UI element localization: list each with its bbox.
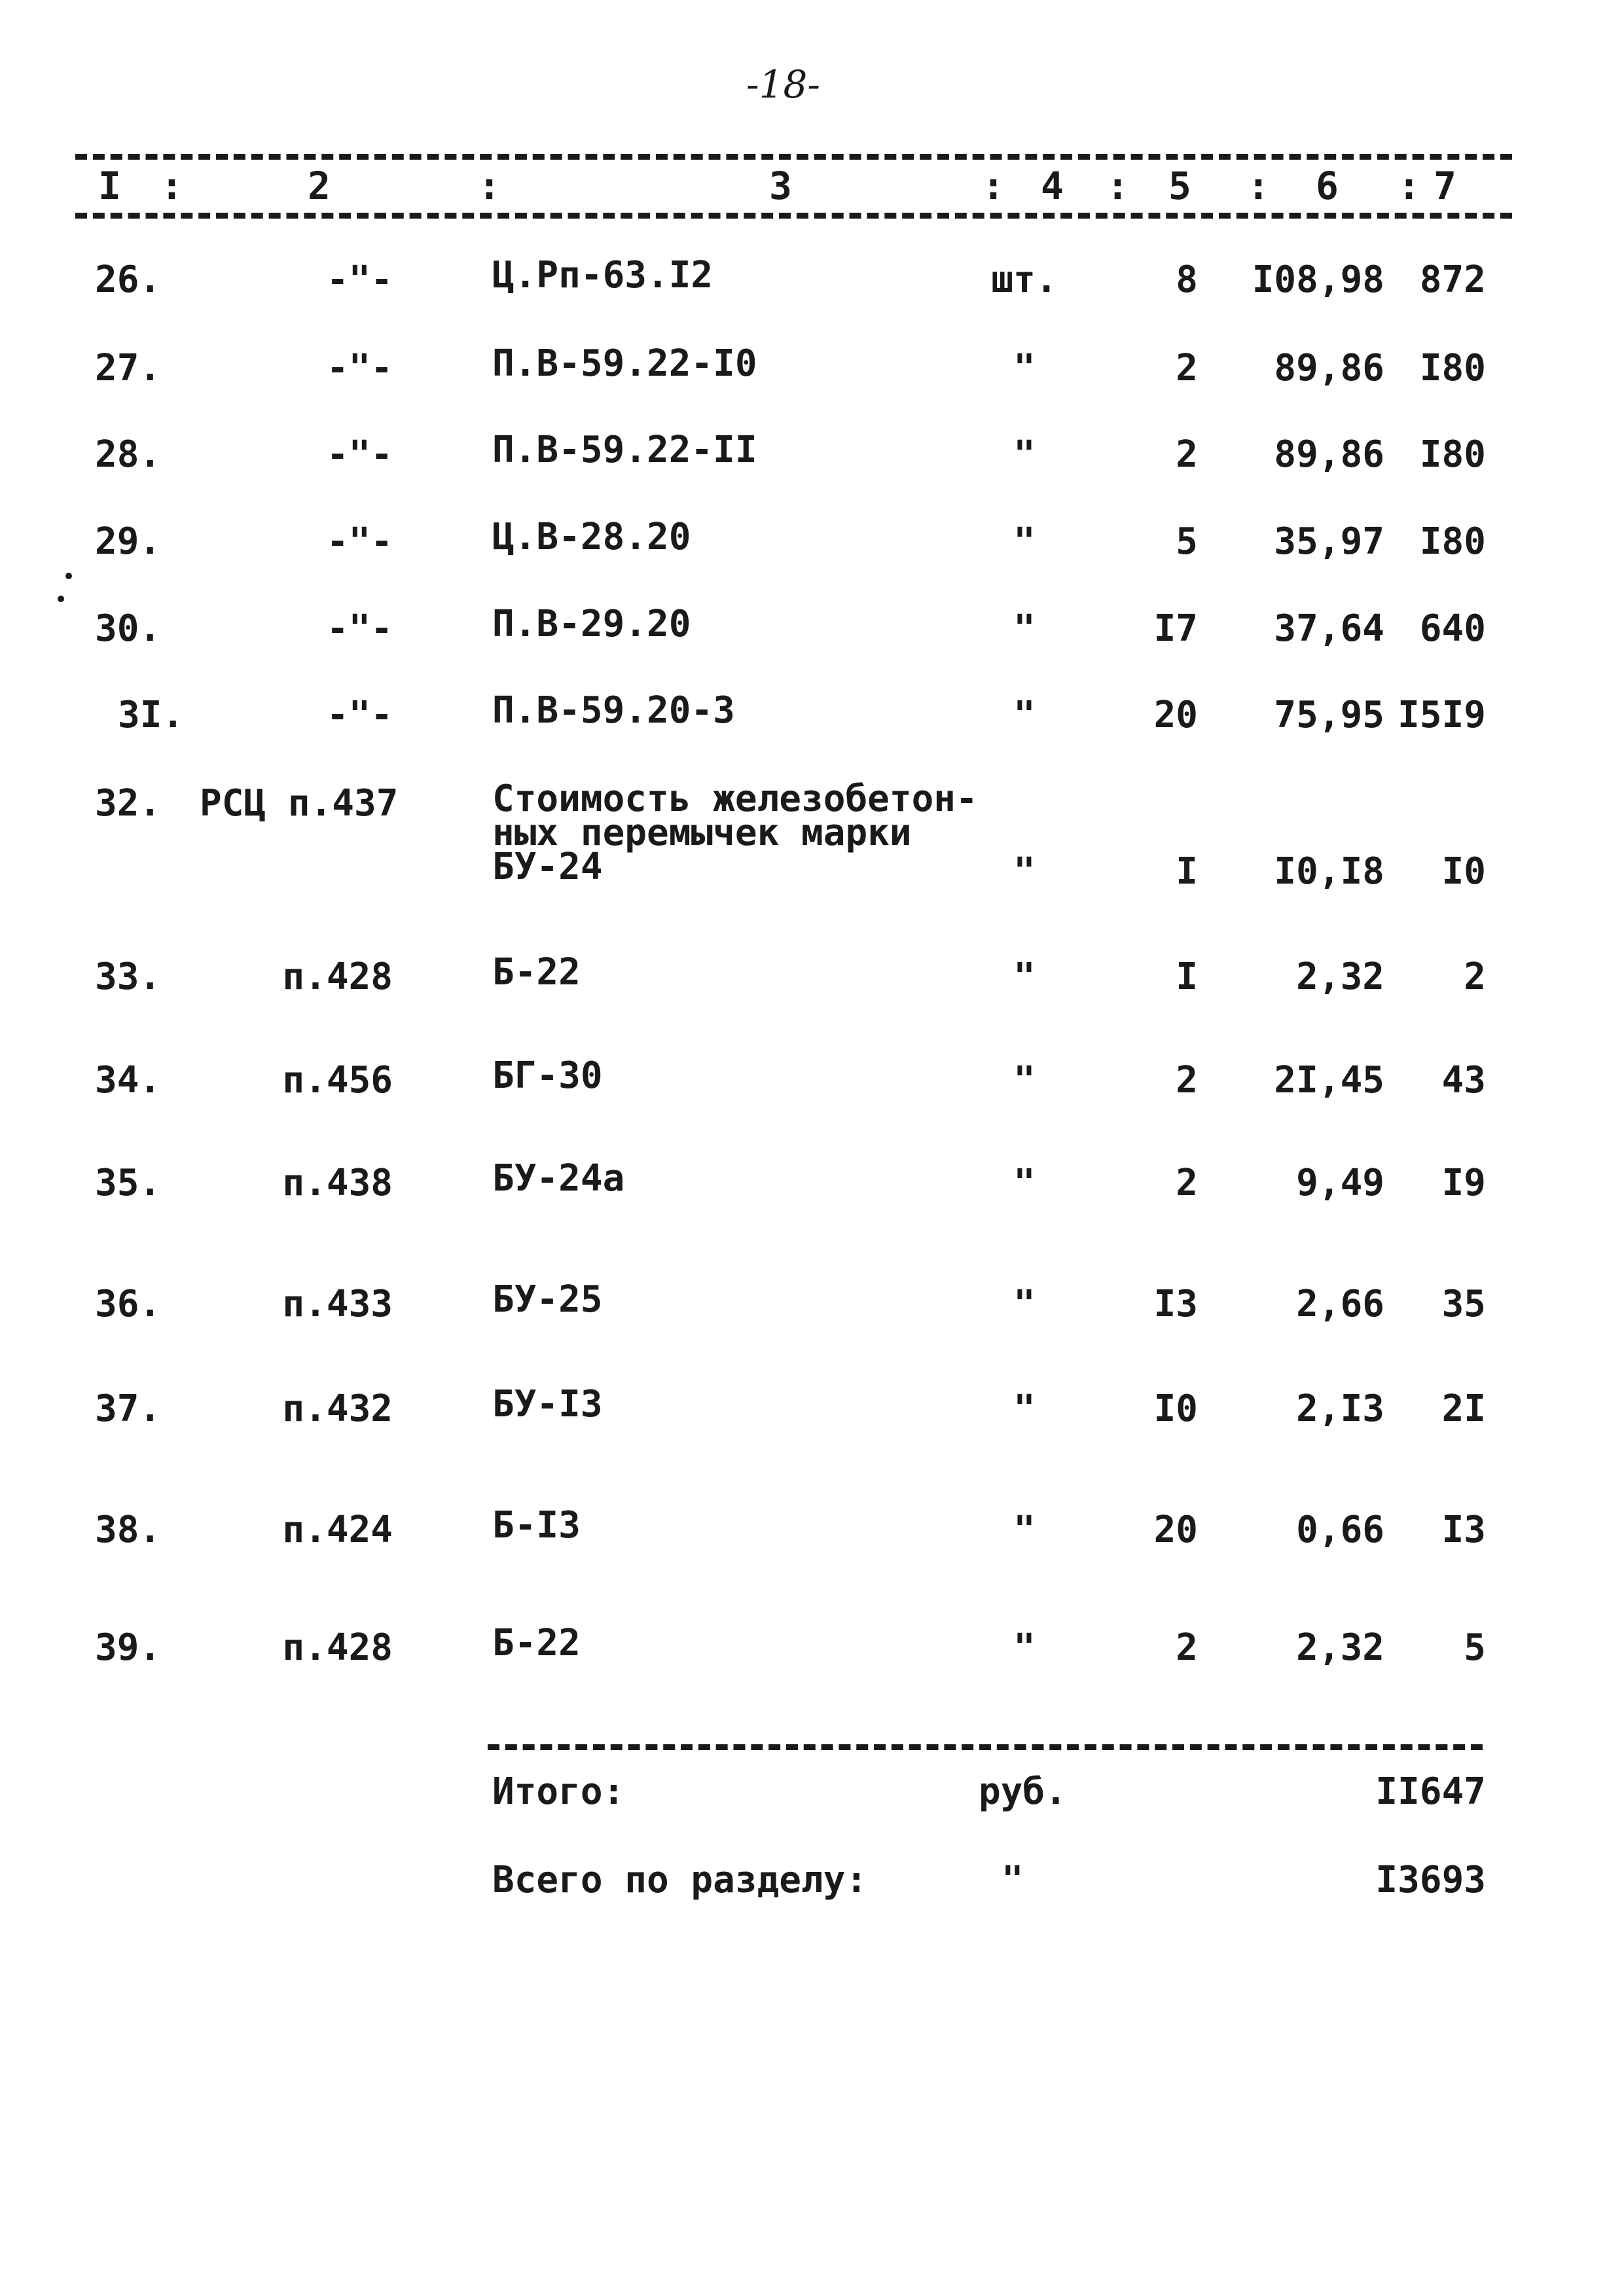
row-price: 75,95 bbox=[1274, 694, 1384, 736]
row-number: 3I. bbox=[118, 694, 185, 736]
section-total-unit: " bbox=[1001, 1859, 1024, 1901]
row-price: 9,49 bbox=[1296, 1162, 1384, 1204]
row-unit: " bbox=[1013, 850, 1036, 893]
row-unit: " bbox=[1013, 520, 1036, 563]
row-reference: п.456 bbox=[282, 1059, 393, 1102]
row-quantity: 2 bbox=[1176, 1059, 1198, 1102]
margin-mark bbox=[65, 573, 72, 579]
row-price: I0,I8 bbox=[1274, 850, 1384, 893]
row-number: 39. bbox=[95, 1626, 162, 1669]
row-description: Б-I3 bbox=[492, 1504, 581, 1547]
row-number: 30. bbox=[95, 607, 162, 650]
row-total: I0 bbox=[1441, 850, 1486, 893]
row-quantity: 2 bbox=[1176, 347, 1198, 389]
row-unit: " bbox=[1013, 694, 1036, 736]
row-quantity: 2 bbox=[1176, 433, 1198, 476]
row-number: 38. bbox=[95, 1509, 162, 1551]
col-separator: : bbox=[160, 164, 183, 208]
row-price: 89,86 bbox=[1274, 347, 1384, 389]
row-quantity: I3 bbox=[1153, 1283, 1198, 1325]
row-price: 2,I3 bbox=[1296, 1388, 1384, 1430]
row-description: БУ-24 bbox=[492, 846, 603, 888]
row-number: 29. bbox=[95, 520, 162, 563]
row-description: БУ-25 bbox=[492, 1278, 603, 1321]
row-number: 33. bbox=[95, 956, 162, 998]
col-header-7: 7 bbox=[1434, 164, 1456, 208]
row-price: 89,86 bbox=[1274, 433, 1384, 476]
row-number: 32. bbox=[95, 782, 162, 825]
row-unit: " bbox=[1013, 1388, 1036, 1430]
row-unit: шт. bbox=[991, 259, 1058, 301]
row-description: БУ-24а bbox=[492, 1157, 625, 1200]
col-header-4: 4 bbox=[1041, 164, 1064, 208]
subtotal-value: II647 bbox=[1375, 1770, 1486, 1813]
row-number: 36. bbox=[95, 1283, 162, 1325]
col-header-3: 3 bbox=[769, 164, 792, 208]
row-total: I80 bbox=[1419, 520, 1486, 563]
margin-mark bbox=[58, 596, 64, 602]
row-price: 2,66 bbox=[1296, 1283, 1384, 1325]
row-reference: -"- bbox=[326, 259, 393, 301]
row-description: П.В-59.20-3 bbox=[492, 689, 735, 732]
row-price: 35,97 bbox=[1274, 520, 1384, 563]
col-header-1: I bbox=[98, 164, 121, 208]
row-quantity: I bbox=[1176, 956, 1198, 998]
row-quantity: I bbox=[1176, 850, 1198, 893]
subtotal-unit: руб. bbox=[979, 1770, 1067, 1813]
row-quantity: 20 bbox=[1153, 1509, 1198, 1551]
subtotal-label: Итого: bbox=[492, 1770, 625, 1813]
row-description: БГ-30 bbox=[492, 1054, 603, 1097]
row-unit: " bbox=[1013, 433, 1036, 476]
row-description: Ц.Рп-63.I2 bbox=[492, 254, 713, 296]
row-number: 28. bbox=[95, 433, 162, 476]
row-quantity: 5 bbox=[1176, 520, 1198, 563]
row-quantity: 2 bbox=[1176, 1162, 1198, 1204]
row-reference: п.424 bbox=[282, 1509, 393, 1551]
col-header-2: 2 bbox=[308, 164, 331, 208]
row-total: 640 bbox=[1419, 607, 1486, 650]
row-description: П.В-29.20 bbox=[492, 603, 691, 645]
row-price: 2,32 bbox=[1296, 1626, 1384, 1669]
row-reference: -"- bbox=[326, 433, 393, 476]
row-description: Стоимость железобетон- bbox=[492, 778, 978, 820]
row-unit: " bbox=[1013, 347, 1036, 389]
section-total-label: Всего по разделу: bbox=[492, 1859, 868, 1901]
row-reference: п.428 bbox=[282, 1626, 393, 1669]
col-separator: : bbox=[1106, 164, 1129, 208]
row-reference: п.433 bbox=[282, 1283, 393, 1325]
row-number: 26. bbox=[95, 259, 162, 301]
row-number: 27. bbox=[95, 347, 162, 389]
row-total: 2I bbox=[1441, 1388, 1486, 1430]
row-description: Б-22 bbox=[492, 1622, 581, 1664]
page-number: -18- bbox=[746, 62, 820, 107]
row-quantity: I7 bbox=[1153, 607, 1198, 650]
col-separator: : bbox=[1398, 164, 1420, 208]
row-total: 35 bbox=[1441, 1283, 1486, 1325]
row-price: 2I,45 bbox=[1274, 1059, 1384, 1102]
row-price: 2,32 bbox=[1296, 956, 1384, 998]
row-reference: п.428 bbox=[282, 956, 393, 998]
row-quantity: 2 bbox=[1176, 1626, 1198, 1669]
col-header-5: 5 bbox=[1168, 164, 1191, 208]
row-quantity: I0 bbox=[1153, 1388, 1198, 1430]
row-description: Ц.В-28.20 bbox=[492, 516, 691, 558]
row-reference: п.432 bbox=[282, 1388, 393, 1430]
row-number: 37. bbox=[95, 1388, 162, 1430]
row-total: I80 bbox=[1419, 433, 1486, 476]
row-quantity: 8 bbox=[1176, 259, 1198, 301]
row-total: 2 bbox=[1464, 956, 1486, 998]
row-description: Б-22 bbox=[492, 951, 581, 994]
header-top-rule bbox=[75, 154, 1512, 160]
row-description: П.В-59.22-I0 bbox=[492, 342, 757, 385]
section-total-value: I3693 bbox=[1375, 1859, 1486, 1901]
row-total: 5 bbox=[1464, 1626, 1486, 1669]
row-total: 43 bbox=[1441, 1059, 1486, 1102]
col-separator: : bbox=[1247, 164, 1270, 208]
row-reference: -"- bbox=[326, 520, 393, 563]
col-header-6: 6 bbox=[1316, 164, 1339, 208]
col-separator: : bbox=[982, 164, 1005, 208]
row-description: ных перемычек марки bbox=[492, 812, 912, 854]
row-unit: " bbox=[1013, 1626, 1036, 1669]
row-number: 35. bbox=[95, 1162, 162, 1204]
row-description: П.В-59.22-II bbox=[492, 429, 757, 471]
row-total: 872 bbox=[1419, 259, 1486, 301]
row-reference: -"- bbox=[326, 347, 393, 389]
totals-rule bbox=[488, 1744, 1483, 1750]
row-total: I9 bbox=[1441, 1162, 1486, 1204]
row-description: БУ-I3 bbox=[492, 1383, 603, 1426]
row-total: I80 bbox=[1419, 347, 1486, 389]
row-total: I3 bbox=[1441, 1509, 1486, 1551]
row-price: 0,66 bbox=[1296, 1509, 1384, 1551]
row-unit: " bbox=[1013, 607, 1036, 650]
row-reference: -"- bbox=[326, 607, 393, 650]
row-quantity: 20 bbox=[1153, 694, 1198, 736]
row-unit: " bbox=[1013, 956, 1036, 998]
row-unit: " bbox=[1013, 1059, 1036, 1102]
row-reference: РСЦ п.437 bbox=[200, 782, 399, 825]
row-unit: " bbox=[1013, 1283, 1036, 1325]
row-unit: " bbox=[1013, 1162, 1036, 1204]
row-reference: п.438 bbox=[282, 1162, 393, 1204]
col-separator: : bbox=[478, 164, 501, 208]
row-price: I08,98 bbox=[1252, 259, 1384, 301]
row-total: I5I9 bbox=[1398, 694, 1486, 736]
header-bottom-rule bbox=[75, 213, 1512, 219]
row-unit: " bbox=[1013, 1509, 1036, 1551]
row-reference: -"- bbox=[326, 694, 393, 736]
row-price: 37,64 bbox=[1274, 607, 1384, 650]
row-number: 34. bbox=[95, 1059, 162, 1102]
